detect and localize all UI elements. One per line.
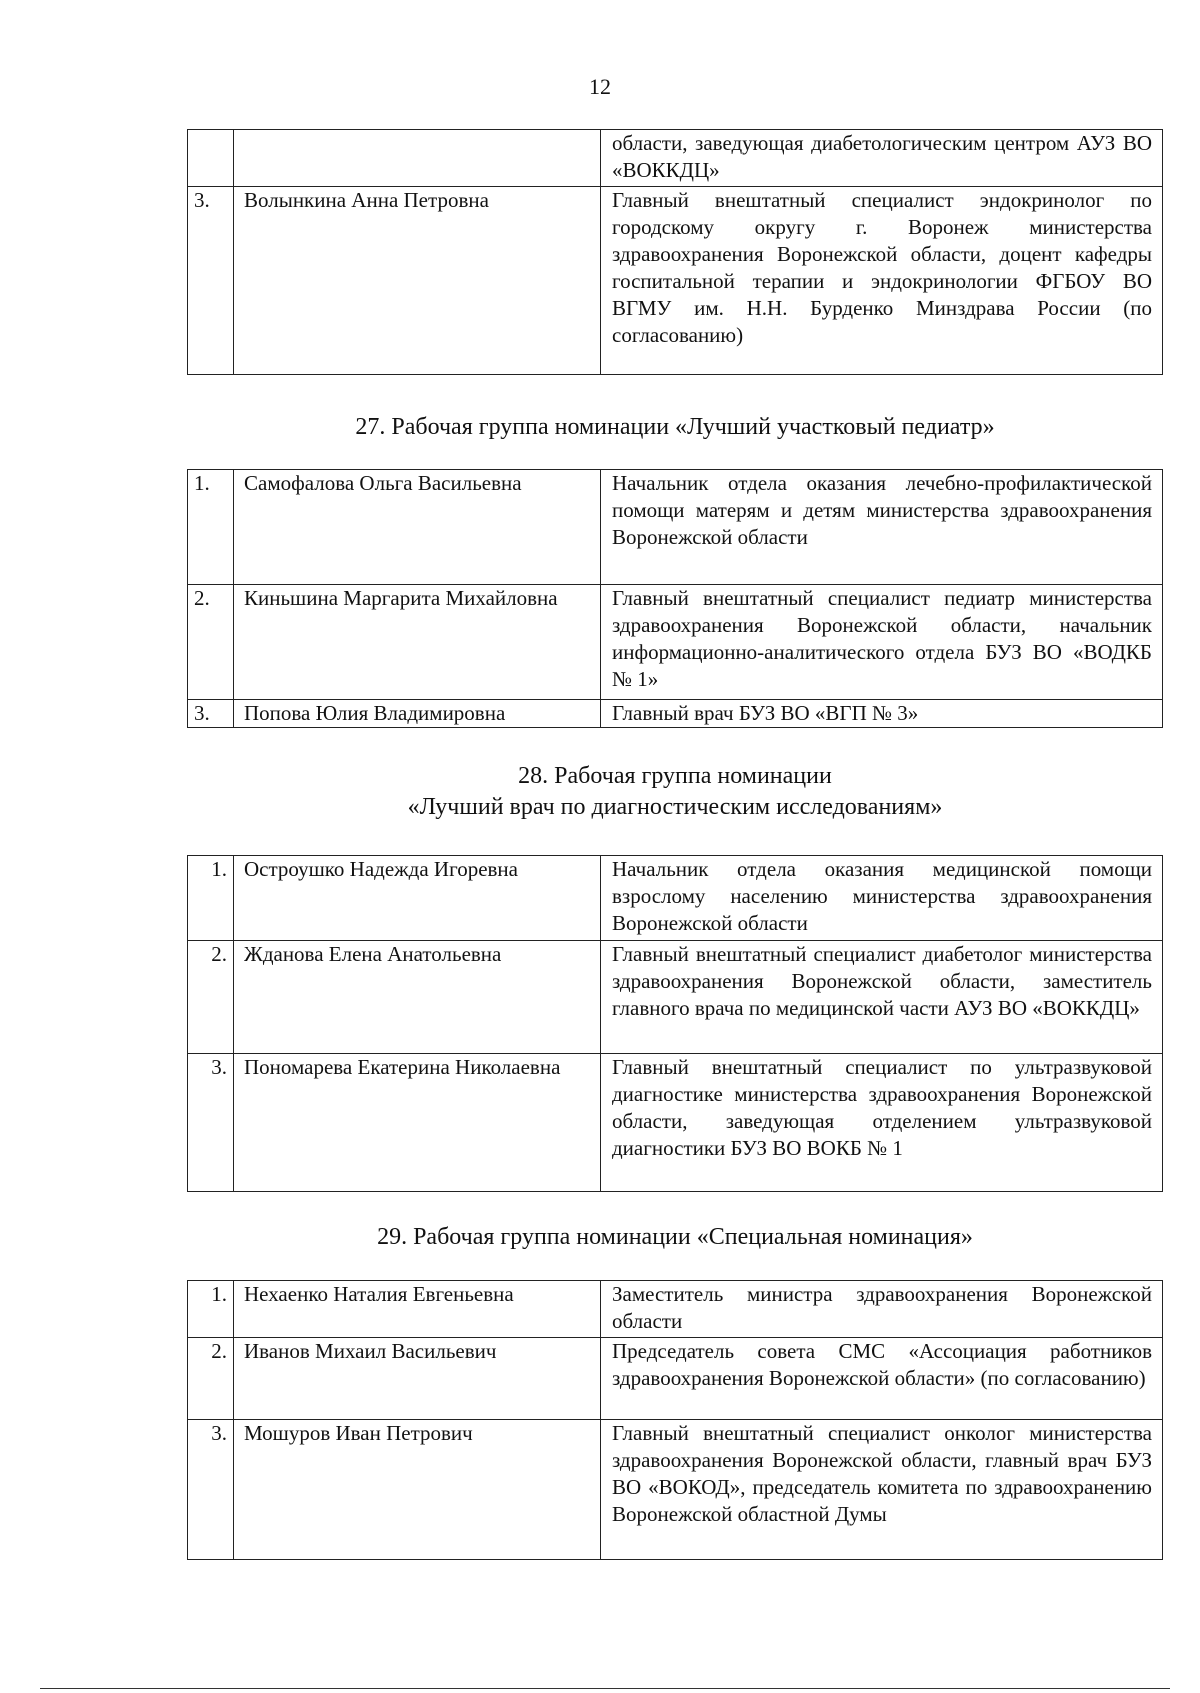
table-row <box>188 130 1163 187</box>
member-name: Иванов Михаил Васильевич <box>234 1338 601 1420</box>
member-position: Заместитель министра здравоохранения Воронежской области <box>601 1281 1163 1338</box>
group28-table <box>187 855 1163 1192</box>
row-number: 2. <box>188 1338 234 1420</box>
table-row <box>188 1281 1163 1338</box>
group27-heading: 27. Рабочая группа номинации «Лучший участковый педиатр» <box>355 414 995 440</box>
table-row <box>188 1338 1163 1420</box>
member-position: Главный внештатный специалист онколог министерства здравоохранения Воронежской области, главный врач БУЗ ВО «ВОКОД», председатель комитета по здравоохранению Воронежской областной Думы <box>601 1420 1163 1560</box>
member-name: Волынкина Анна Петровна <box>234 187 601 375</box>
group27-table <box>187 469 1163 728</box>
member-name: Попова Юлия Владимировна <box>234 700 601 728</box>
row-number: 3. <box>188 700 234 728</box>
member-name: Пономарева Екатерина Николаевна <box>234 1054 601 1192</box>
member-position: Главный врач БУЗ ВО «ВГП № 3» <box>601 700 1163 728</box>
member-name: Мошуров Иван Петрович <box>234 1420 601 1560</box>
row-number: 1. <box>188 1281 234 1338</box>
member-position: Начальник отдела оказания лечебно-профилактической помощи матерям и детям министерства здравоохранения Воронежской области <box>601 470 1163 585</box>
member-name: Самофалова Ольга Васильевна <box>234 470 601 585</box>
row-number: 1. <box>188 470 234 585</box>
row-number: 3. <box>188 187 234 375</box>
group28-heading <box>187 761 1163 823</box>
table-row <box>188 187 1163 375</box>
table-row <box>188 856 1163 941</box>
table-row <box>188 1420 1163 1560</box>
member-position: Главный внештатный специалист по ультразвуковой диагностике министерства здравоохранения Воронежской области, заведующая отделением ультразвуковой диагностики БУЗ ВО ВОКБ № 1 <box>601 1054 1163 1192</box>
page-number: 12 <box>589 74 611 99</box>
member-position: Главный внештатный специалист диабетолог министерства здравоохранения Воронежской области, заместитель главного врача по медицинской части АУЗ ВО «ВОККДЦ» <box>601 941 1163 1054</box>
table-row <box>188 700 1163 728</box>
continuation-table <box>187 129 1163 375</box>
table-row <box>188 470 1163 585</box>
group28-heading-line1: 28. Рабочая группа номинации <box>518 763 832 789</box>
member-position: области, заведующая диабетологическим центром АУЗ ВО «ВОККДЦ» <box>601 130 1163 187</box>
row-number: 2. <box>188 941 234 1054</box>
member-name: Остроушко Надежда Игоревна <box>234 856 601 941</box>
table-row <box>188 941 1163 1054</box>
group28-heading-line2: «Лучший врач по диагностическим исследованиям» <box>407 794 943 820</box>
group29-table <box>187 1280 1163 1560</box>
row-number <box>188 130 234 187</box>
bottom-divider <box>40 1688 1170 1689</box>
table-row <box>188 1054 1163 1192</box>
member-name <box>234 130 601 187</box>
row-number: 3. <box>188 1420 234 1560</box>
member-name: Жданова Елена Анатольевна <box>234 941 601 1054</box>
row-number: 3. <box>188 1054 234 1192</box>
member-position: Главный внештатный специалист эндокринолог по городскому округу г. Воронеж министерства здравоохранения Воронежской области, доцент кафедры госпитальной терапии и эндокринологии ФГБОУ ВО ВГМУ им. Н.Н. Бурденко Минздрава России (по согласованию) <box>601 187 1163 375</box>
member-position: Главный внештатный специалист педиатр министерства здравоохранения Воронежской области, начальник информационно-аналитического отдела БУЗ ВО «ВОДКБ № 1» <box>601 585 1163 700</box>
row-number: 1. <box>188 856 234 941</box>
group29-heading: 29. Рабочая группа номинации «Специальная номинация» <box>377 1224 973 1250</box>
row-number: 2. <box>188 585 234 700</box>
member-name: Нехаенко Наталия Евгеньевна <box>234 1281 601 1338</box>
member-position: Начальник отдела оказания медицинской помощи взрослому населению министерства здравоохранения Воронежской области <box>601 856 1163 941</box>
member-name: Киньшина Маргарита Михайловна <box>234 585 601 700</box>
member-position: Председатель совета СМС «Ассоциация работников здравоохранения Воронежской области» (по согласованию) <box>601 1338 1163 1420</box>
table-row <box>188 585 1163 700</box>
